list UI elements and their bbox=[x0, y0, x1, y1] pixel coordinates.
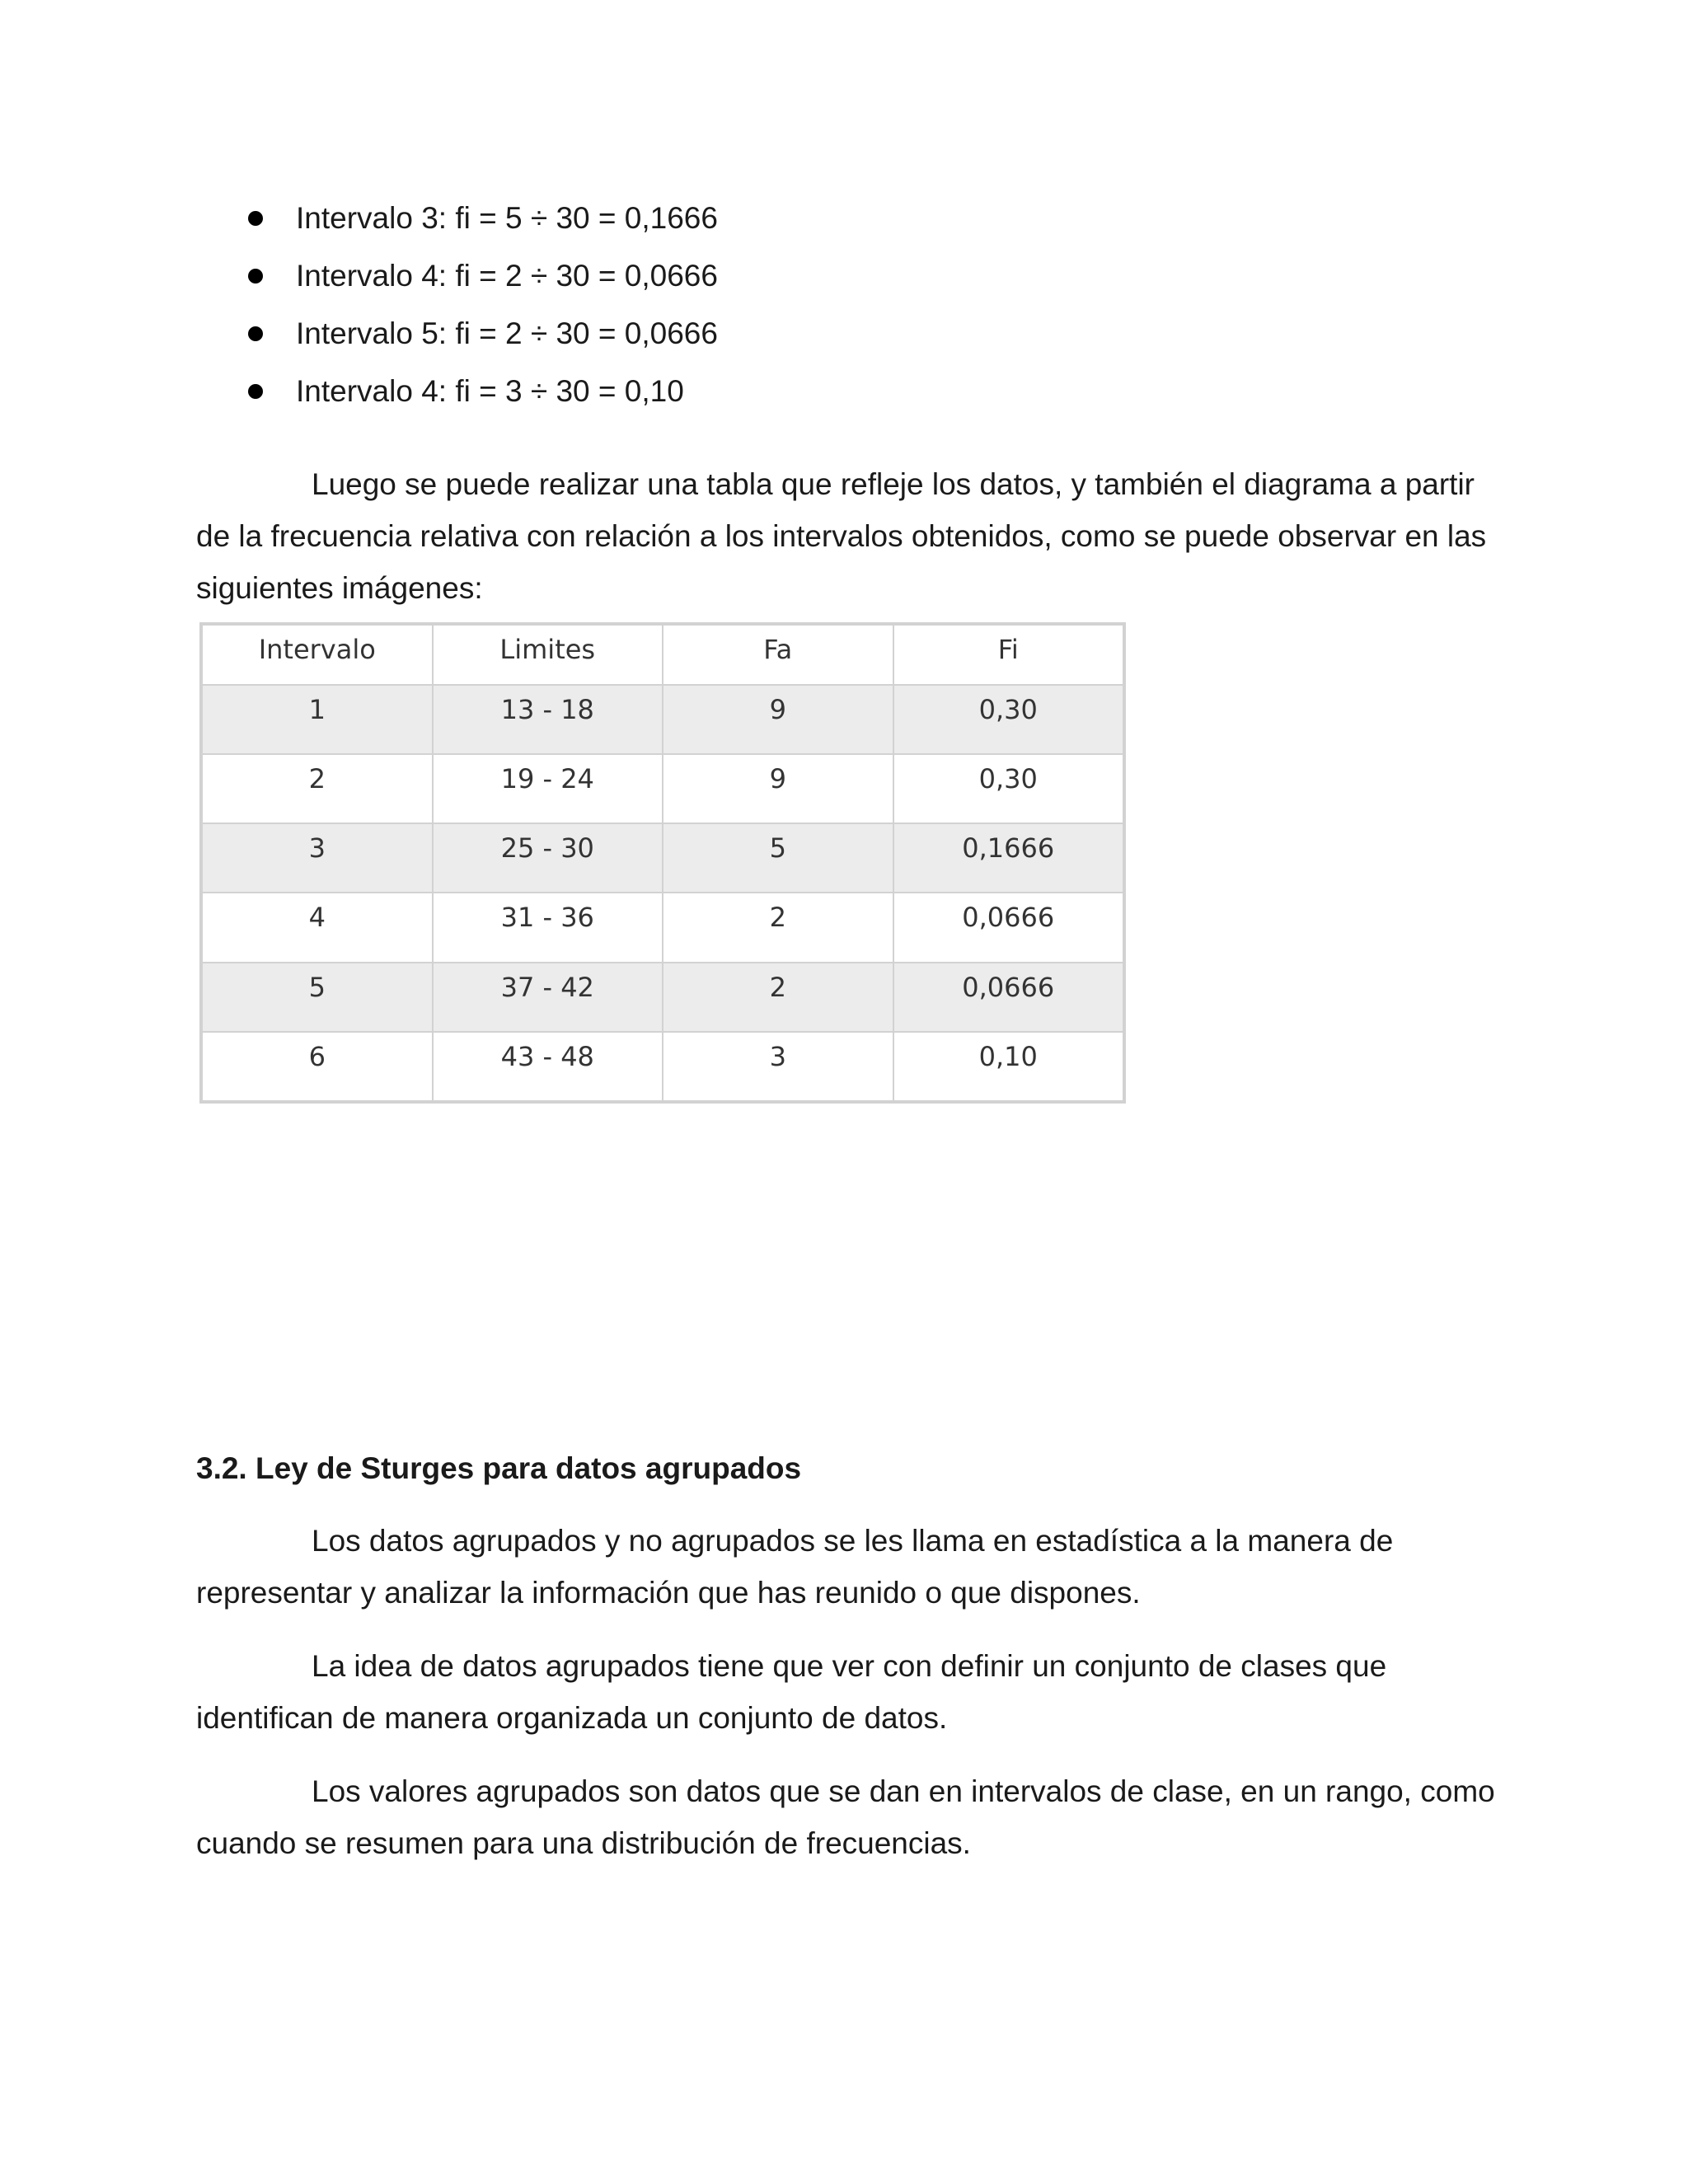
table-cell: 3 bbox=[202, 823, 433, 893]
body-paragraph: Los valores agrupados son datos que se dan en intervalos de clase, en un rango, como cuando se resumen para una distribución de frecuencias. bbox=[196, 1774, 1495, 1860]
bullet-text: Intervalo 4: fi = 2 ÷ 30 = 0,0666 bbox=[296, 259, 718, 293]
table-cell: 0,30 bbox=[893, 685, 1124, 754]
table-cell: 13 - 18 bbox=[433, 685, 663, 754]
section-heading: 3.2. Ley de Sturges para datos agrupados bbox=[196, 1451, 802, 1485]
body-paragraph: Los datos agrupados y no agrupados se les llama en estadística a la manera de representar y analizar la información que has reunido o que dispones. bbox=[196, 1524, 1394, 1610]
table-cell: 9 bbox=[663, 685, 893, 754]
table-cell: 0,0666 bbox=[893, 893, 1124, 962]
table-row bbox=[202, 893, 1123, 962]
table-header: Intervalo bbox=[202, 625, 433, 685]
table-cell: 0,0666 bbox=[893, 963, 1124, 1032]
table-cell: 2 bbox=[202, 754, 433, 823]
table-header-row bbox=[202, 625, 1123, 685]
table-cell: 9 bbox=[663, 754, 893, 823]
table-cell: 3 bbox=[663, 1032, 893, 1101]
table-cell: 43 - 48 bbox=[433, 1032, 663, 1101]
table-cell: 4 bbox=[202, 893, 433, 962]
bullet-dot bbox=[248, 211, 263, 226]
table-cell: 19 - 24 bbox=[433, 754, 663, 823]
table-cell: 2 bbox=[663, 963, 893, 1032]
bullet-dot bbox=[248, 384, 263, 399]
bullet-text: Intervalo 4: fi = 3 ÷ 30 = 0,10 bbox=[296, 374, 684, 408]
table-cell: 0,30 bbox=[893, 754, 1124, 823]
table-cell: 5 bbox=[663, 823, 893, 893]
intro-paragraph: Luego se puede realizar una tabla que refleje los datos, y también el diagrama a partir de la frecuencia relativa con relación a los intervalos obtenidos, como se puede observar en las siguientes imágenes: bbox=[196, 467, 1487, 605]
bullet-dot bbox=[248, 269, 263, 284]
table-row bbox=[202, 1032, 1123, 1101]
bullet-text: Intervalo 3: fi = 5 ÷ 30 = 0,1666 bbox=[296, 201, 718, 235]
frequency-table bbox=[199, 622, 1126, 1104]
table-row bbox=[202, 754, 1123, 823]
table-cell: 6 bbox=[202, 1032, 433, 1101]
table-header: Fa bbox=[663, 625, 893, 685]
table-cell: 25 - 30 bbox=[433, 823, 663, 893]
table-header: Limites bbox=[433, 625, 663, 685]
table-cell: 1 bbox=[202, 685, 433, 754]
body-paragraph: La idea de datos agrupados tiene que ver con definir un conjunto de clases que identifican de manera organizada un conjunto de datos. bbox=[196, 1649, 1387, 1735]
bullet-text: Intervalo 5: fi = 2 ÷ 30 = 0,0666 bbox=[296, 316, 718, 350]
table-cell: 0,10 bbox=[893, 1032, 1124, 1101]
table-row bbox=[202, 685, 1123, 754]
table-cell: 2 bbox=[663, 893, 893, 962]
table-row bbox=[202, 963, 1123, 1032]
table-header: Fi bbox=[893, 625, 1124, 685]
table-cell: 31 - 36 bbox=[433, 893, 663, 962]
table-cell: 37 - 42 bbox=[433, 963, 663, 1032]
table-row bbox=[202, 823, 1123, 893]
table-cell: 5 bbox=[202, 963, 433, 1032]
bullet-dot bbox=[248, 326, 263, 341]
table-cell: 0,1666 bbox=[893, 823, 1124, 893]
